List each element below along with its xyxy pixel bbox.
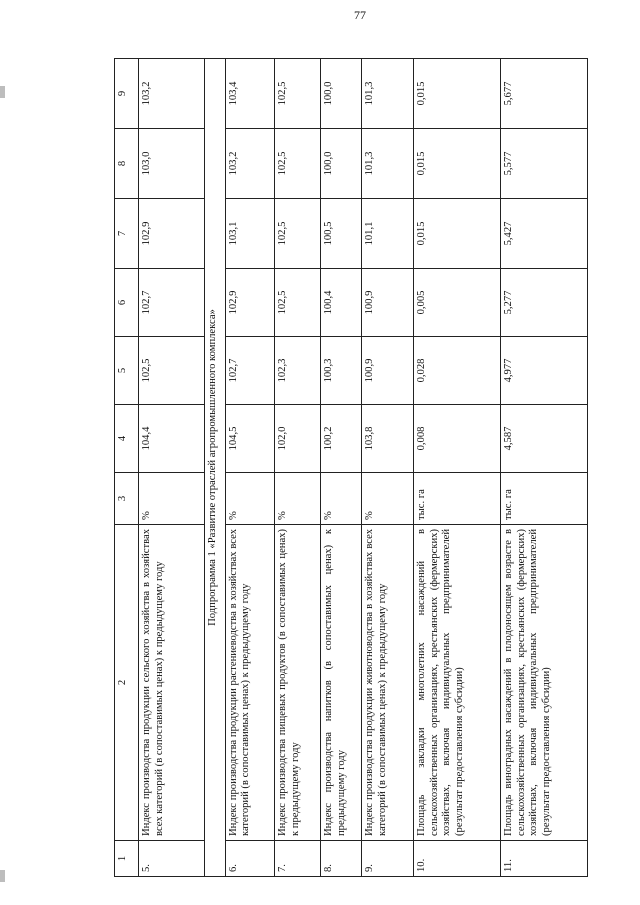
- indicator-name: Индекс производства продукции животноводства в хозяйствах всех категорий (в сопоставимых ценах) к предыдущему году: [362, 525, 414, 841]
- value-cell: 100,0: [320, 59, 361, 129]
- value-cell: 102,5: [275, 269, 321, 337]
- value-cell: 4,977: [501, 337, 588, 405]
- value-cell: 103,8: [362, 405, 414, 473]
- value-cell: 102,3: [275, 337, 321, 405]
- column-number: 8: [115, 129, 139, 199]
- scan-edge-mark: [0, 870, 5, 882]
- value-cell: 5,677: [501, 59, 588, 129]
- value-cell: 102,9: [138, 199, 204, 269]
- unit-cell: %: [320, 473, 361, 525]
- value-cell: 100,9: [362, 337, 414, 405]
- value-cell: 102,5: [275, 59, 321, 129]
- table-row: [138, 59, 204, 877]
- row-number: 9.: [362, 841, 414, 877]
- value-cell: 103,2: [138, 59, 204, 129]
- unit-cell: %: [362, 473, 414, 525]
- value-cell: 100,5: [320, 199, 361, 269]
- value-cell: 4,587: [501, 405, 588, 473]
- value-cell: 5,277: [501, 269, 588, 337]
- value-cell: 102,0: [275, 405, 321, 473]
- rotated-table-wrapper: [114, 59, 588, 877]
- value-cell: 102,7: [138, 269, 204, 337]
- value-cell: 102,5: [138, 337, 204, 405]
- value-cell: 5,577: [501, 129, 588, 199]
- column-number: 3: [115, 473, 139, 525]
- row-number: 10.: [414, 841, 501, 877]
- indicator-name: Индекс производства продукции сельского хозяйства в хозяйствах всех категорий (в сопоставимых ценах) к предыдущему году: [138, 525, 204, 841]
- unit-cell: тыс. га: [414, 473, 501, 525]
- indicators-table: [114, 58, 588, 877]
- column-number: 9: [115, 59, 139, 129]
- value-cell: 0,015: [414, 59, 501, 129]
- subprogram-row: [205, 59, 226, 877]
- row-number: 5.: [138, 841, 204, 877]
- table-row: [362, 59, 414, 877]
- unit-cell: %: [225, 473, 275, 525]
- value-cell: 0,028: [414, 337, 501, 405]
- column-number: 7: [115, 199, 139, 269]
- column-number: 4: [115, 405, 139, 473]
- row-number: 6.: [225, 841, 275, 877]
- value-cell: 101,3: [362, 59, 414, 129]
- value-cell: 0,015: [414, 129, 501, 199]
- table-row: [501, 59, 588, 877]
- row-number: 11.: [501, 841, 588, 877]
- value-cell: 103,2: [225, 129, 275, 199]
- value-cell: 101,3: [362, 129, 414, 199]
- value-cell: 5,427: [501, 199, 588, 269]
- unit-cell: %: [275, 473, 321, 525]
- value-cell: 0,008: [414, 405, 501, 473]
- value-cell: 103,4: [225, 59, 275, 129]
- indicator-name: Индекс производства пищевых продуктов (в сопоставимых ценах) к предыдущему году: [275, 525, 321, 841]
- value-cell: 0,015: [414, 199, 501, 269]
- value-cell: 100,0: [320, 129, 361, 199]
- indicator-name: Площадь виноградных насаждений в плодоносящем возрасте в сельскохозяйственных организациях, крестьянских (фермерских) хозяйствах, включая индивидуальных предпринимателей (результат предоставления субсидии): [501, 525, 588, 841]
- value-cell: 103,1: [225, 199, 275, 269]
- value-cell: 104,5: [225, 405, 275, 473]
- table-row: [320, 59, 361, 877]
- table-row: [225, 59, 275, 877]
- row-number: 7.: [275, 841, 321, 877]
- value-cell: 102,9: [225, 269, 275, 337]
- subprogram-title: Подпрограмма 1 «Развитие отраслей агропромышленного комплекса»: [205, 59, 226, 877]
- indicator-name: Индекс производства продукции растениеводства в хозяйствах всех категорий (в сопоставимых ценах) к предыдущему году: [225, 525, 275, 841]
- value-cell: 102,5: [275, 199, 321, 269]
- value-cell: 100,9: [362, 269, 414, 337]
- value-cell: 100,3: [320, 337, 361, 405]
- page-number: 77: [354, 8, 366, 22]
- column-number: 5: [115, 337, 139, 405]
- value-cell: 0,005: [414, 269, 501, 337]
- column-number-row: [115, 59, 139, 877]
- value-cell: 100,2: [320, 405, 361, 473]
- value-cell: 102,7: [225, 337, 275, 405]
- value-cell: 103,0: [138, 129, 204, 199]
- unit-cell: %: [138, 473, 204, 525]
- value-cell: 102,5: [275, 129, 321, 199]
- column-number: 6: [115, 269, 139, 337]
- indicator-name: Площадь закладки многолетних насаждений в сельскохозяйственных организациях, крестьянских (фермерских) хозяйствах, включая индивидуальных предпринимателей (результат предоставления субсидии): [414, 525, 501, 841]
- table-row: [414, 59, 501, 877]
- value-cell: 100,4: [320, 269, 361, 337]
- column-number: 1: [115, 841, 139, 877]
- table-row: [275, 59, 321, 877]
- unit-cell: тыс. га: [501, 473, 588, 525]
- value-cell: 104,4: [138, 405, 204, 473]
- indicator-name: Индекс производства напитков (в сопоставимых ценах) к предыдущему году: [320, 525, 361, 841]
- column-number: 2: [115, 525, 139, 841]
- row-number: 8.: [320, 841, 361, 877]
- scan-edge-mark: [0, 86, 5, 98]
- value-cell: 101,1: [362, 199, 414, 269]
